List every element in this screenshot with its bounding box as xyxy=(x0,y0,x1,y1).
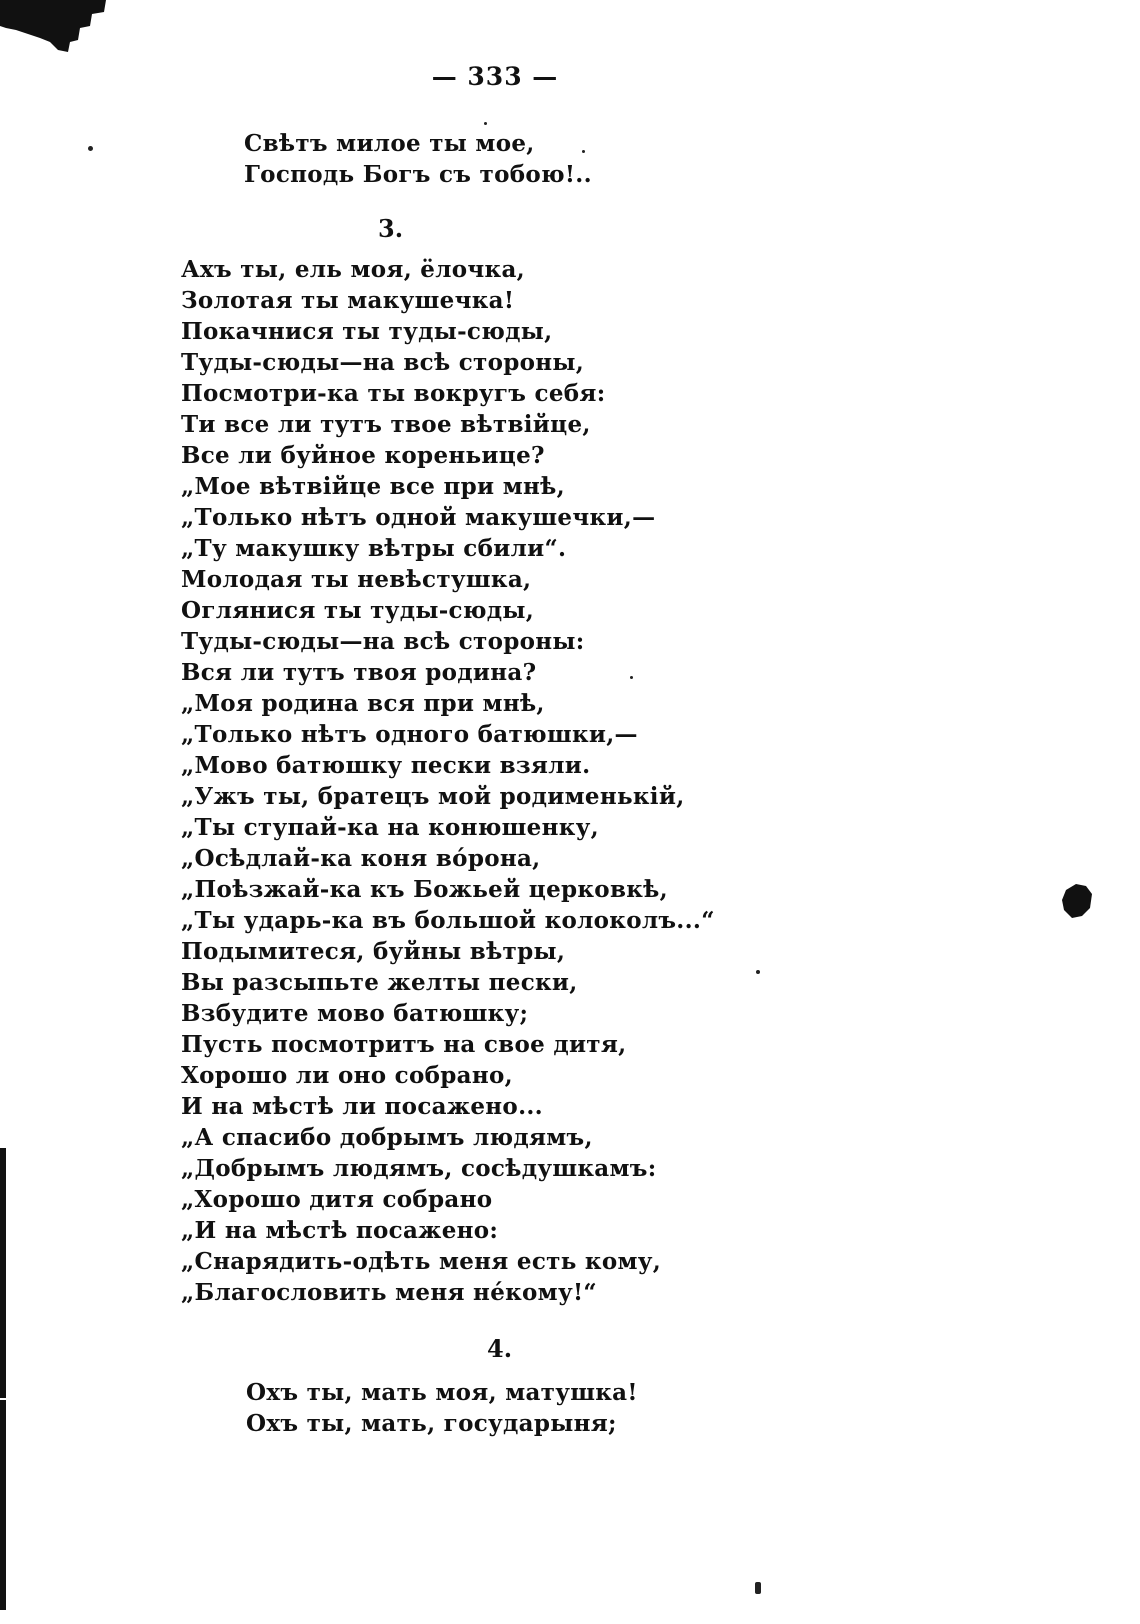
section-number-4: 4. xyxy=(487,1334,513,1363)
poem-line: „Мое вѣтвiйце все при мнѣ, xyxy=(181,473,565,500)
poem-line: „Ужъ ты, братецъ мой родименькiй, xyxy=(181,783,685,810)
poem-line: „Осѣдлай-ка коня вóрона, xyxy=(181,845,541,872)
poem-line: „Только нѣтъ одного батюшки,— xyxy=(181,721,638,748)
poem-line: „И на мѣстѣ посажено: xyxy=(181,1217,499,1244)
poem-line: Охъ ты, мать, государыня; xyxy=(246,1410,617,1437)
poem-line: Ти все ли тутъ твое вѣтвiйце, xyxy=(181,411,591,438)
poem-line: Посмотри-ка ты вокругъ себя: xyxy=(181,380,606,407)
speck xyxy=(88,146,93,151)
poem-line: „Ту макушку вѣтры сбили“. xyxy=(181,535,567,562)
poem-line: Туды-сюды—на всѣ стороны: xyxy=(181,628,585,655)
page-number: — 333 — xyxy=(431,62,559,91)
poem-line: И на мѣстѣ ли посажено... xyxy=(181,1093,543,1120)
poem-line: Хорошо ли оно собрано, xyxy=(181,1062,513,1089)
poem-line: Охъ ты, мать моя, матушка! xyxy=(246,1379,638,1406)
poem-line: „А спасибо добрымъ людямъ, xyxy=(181,1124,593,1151)
poem-line: Вы разсыпьте желты пески, xyxy=(181,969,578,996)
poem-line: Покачнися ты туды-сюды, xyxy=(181,318,553,345)
ink-blot-top-left xyxy=(0,0,106,52)
poem-line: Подымитеся, буйны вѣтры, xyxy=(181,938,566,965)
left-margin-mark-lower xyxy=(0,1400,6,1610)
poem-line: Вся ли тутъ твоя родина? xyxy=(181,659,537,686)
poem-line: „Только нѣтъ одной макушечки,— xyxy=(181,504,656,531)
poem-line: „Моя родина вся при мнѣ, xyxy=(181,690,545,717)
poem-line: „Хорошо дитя собрано xyxy=(181,1186,493,1213)
speck xyxy=(755,1582,761,1594)
poem-line: „Добрымъ людямъ, сосѣдушкамъ: xyxy=(181,1155,657,1182)
poem-line: „Поѣзжай-ка къ Божьей церковкѣ, xyxy=(181,876,668,903)
poem-line: Молодая ты невѣстушка, xyxy=(181,566,532,593)
poem-line: Пусть посмотритъ на свое дитя, xyxy=(181,1031,627,1058)
speck xyxy=(484,122,487,125)
poem-line: Золотая ты макушечка! xyxy=(181,287,515,314)
poem-line: Все ли буйное кореньице? xyxy=(181,442,545,469)
poem-line: Взбудите мово батюшку; xyxy=(181,1000,529,1027)
poem-line: Туды-сюды—на всѣ стороны, xyxy=(181,349,585,376)
poem-line: Ахъ ты, ель моя, ёлочка, xyxy=(181,256,525,283)
poem-line: Свѣтъ милое ты мое, xyxy=(244,130,535,157)
speck xyxy=(630,676,633,679)
poem-line: „Ты ударь-ка въ большой колоколъ...“ xyxy=(181,907,715,934)
speck xyxy=(756,970,760,974)
poem-line: „Мово батюшку пески взяли. xyxy=(181,752,591,779)
speck xyxy=(582,150,585,153)
poem-line: Господь Богъ съ тобою!.. xyxy=(244,161,592,188)
left-margin-mark xyxy=(0,1148,6,1398)
section-number-3: 3. xyxy=(378,214,404,243)
ink-blot-right xyxy=(1062,884,1092,918)
poem-line: „Снарядить-одѣть меня есть кому, xyxy=(181,1248,662,1275)
poem-line: Оглянися ты туды-сюды, xyxy=(181,597,535,624)
poem-line: „Ты ступай-ка на конюшенку, xyxy=(181,814,599,841)
poem-line: „Благословить меня нéкому!“ xyxy=(181,1279,597,1306)
